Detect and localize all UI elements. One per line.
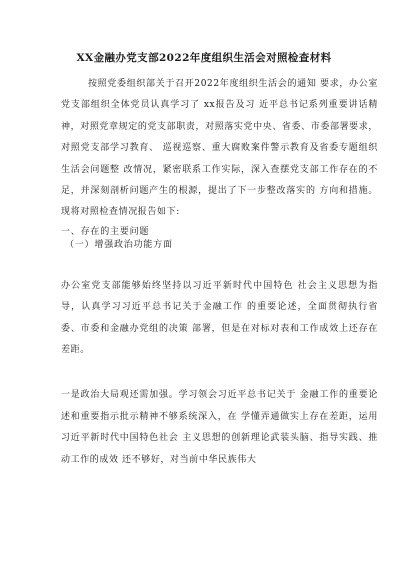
body-paragraph-2: 一是政治大局观还需加强。学习领会习近平总书记关于 金融工作的重要论述和重要指示批示精神不够系统深入，在 学懂弄通做实上存在差距，运用习近平新时代中国特色社会 主义思想的创新理论武装头脑、指导实践、推动工作的成效 还不够好，对当前中华民族伟大 (61, 390, 378, 465)
document-title: XX金融办党支部2022年度组织生活会对照检查材料 (76, 52, 332, 64)
sub-heading: （一）增强政治功能方面 (65, 239, 173, 250)
body-paragraph-1: 办公室党支部能够始终坚持以习近平新时代中国特色 社会主义思想为指导，认真学习习近平总书记关于金融工作 的重要论述，全面贯彻执行省委、市委和金融办党组的决策 部署，但是在对标对表和工作成效上还存在差距。 (61, 280, 378, 356)
intro-paragraph: 按照党委组织部关于召开2022年度组织生活会的通知 要求，办公室党支部组织全体党员认真学习了 xx报告及习 近平总书记系列重要讲话精神，对照党章规定的党支部职责，对照落实党中央、省委、市委部署要求，对照党支部学习教育、 巡视巡察、重大腐败案件警示教育及省委专题组织生活会问题整 改情况，紧密联系工作实际，深入查摆党支部工作存在的不 足，并深刻剖析问题产生的根源，提出了下一步整改落实的 方向和措施。现将对照检查情况报告如下: (61, 79, 378, 218)
section-heading: 一、存在的主要问题 (61, 226, 150, 237)
